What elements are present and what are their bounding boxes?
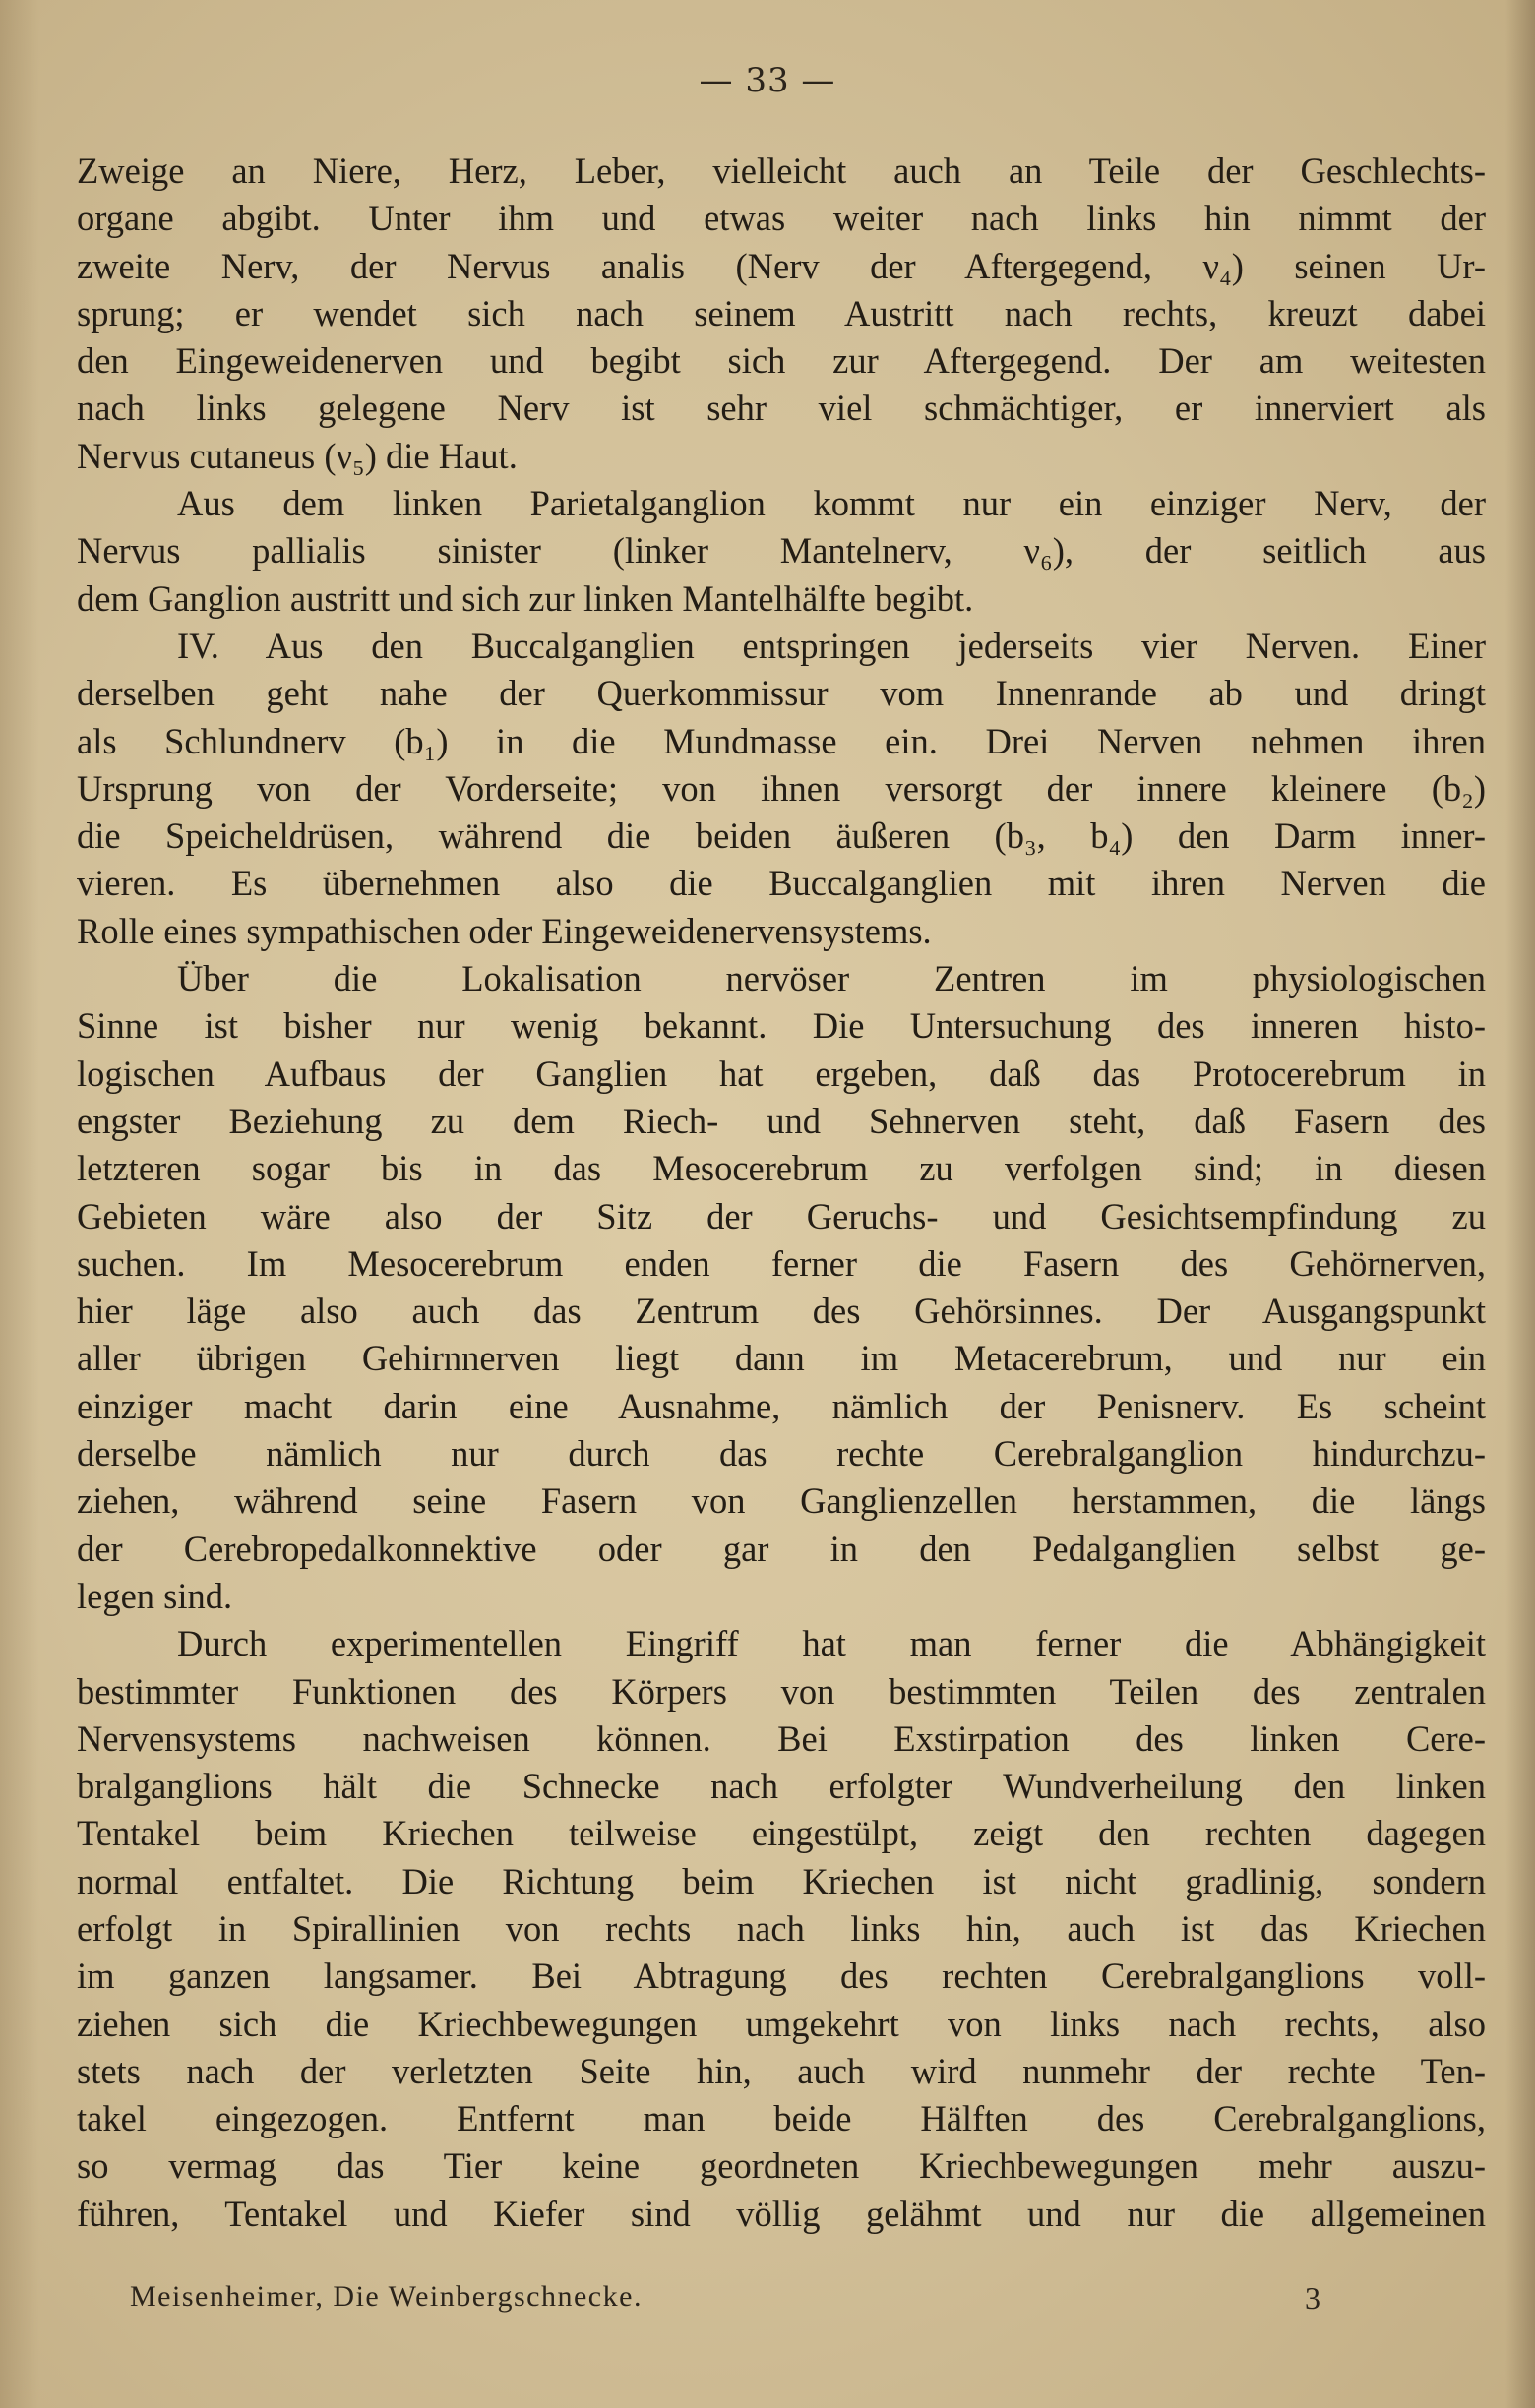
text-line: Tentakel beim Kriechen teilweise eingestülpt, zeigt den rechten dagegen [77, 1813, 1486, 1854]
text-line: logischen Aufbaus der Ganglien hat ergeben, daß das Protocerebrum in [77, 1053, 1486, 1094]
paragraph [77, 955, 1486, 1620]
text-line: hier läge also auch das Zentrum des Gehörsinnes. Der Ausgangspunkt [77, 1291, 1486, 1332]
text-line: bestimmter Funktionen des Körpers von bestimmten Teilen des zentralen [77, 1670, 1486, 1712]
text-line: Über die Lokalisation nervöser Zentren im physiologischen [177, 958, 1486, 999]
text-line: organe abgibt. Unter ihm und etwas weiter nach links hin nimmt der [77, 198, 1486, 239]
text-line: Nervus cutaneus (ν₅) die Haut. [77, 435, 518, 476]
text-line: ziehen, während seine Fasern von Ganglienzellen herstammen, die längs [77, 1480, 1486, 1522]
text-line: Rolle eines sympathischen oder Eingeweidenervensystems. [77, 910, 932, 951]
text-line: führen, Tentakel und Kiefer sind völlig gelähmt und nur die allgemeinen [77, 2193, 1486, 2234]
text-line: letzteren sogar bis in das Mesocerebrum zu verfolgen sind; in diesen [77, 1148, 1486, 1189]
text-line: derselben geht nahe der Querkommissur vom Innenrande ab und dringt [77, 673, 1486, 714]
text-line: so vermag das Tier keine geordneten Kriechbewegungen mehr auszu- [77, 2145, 1486, 2187]
page-number: — 33 — [699, 61, 836, 100]
paragraph [77, 623, 1486, 955]
signature-mark: 3 [1305, 2280, 1320, 2316]
text-line: takel eingezogen. Entfernt man beide Hälften des Cerebralganglions, [77, 2098, 1486, 2139]
text-line: den Eingeweidenerven und begibt sich zur Aftergegend. Der am weitesten [77, 340, 1486, 382]
text-line: Nervus pallialis sinister (linker Mantelnerv, ν₆), der seitlich aus [77, 530, 1486, 572]
text-line: normal entfaltet. Die Richtung beim Kriechen ist nicht gradlinig, sondern [77, 1860, 1486, 1901]
text-line: Gebieten wäre also der Sitz der Geruchs- und Gesichtsempfindung zu [77, 1195, 1486, 1236]
text-line: als Schlundnerv (b₁) in die Mundmasse ein. Drei Nerven nehmen ihren [77, 720, 1486, 761]
text-line: nach links gelegene Nerv ist sehr viel schmächtiger, er innerviert als [77, 388, 1486, 429]
text-line: legen sind. [77, 1575, 233, 1616]
text-line: engster Beziehung zu dem Riech- und Sehnerven steht, daß Fasern des [77, 1100, 1486, 1141]
text-line: dem Ganglion austritt und sich zur linken Mantelhälfte begibt. [77, 577, 974, 619]
text-line: Nervensystems nachweisen können. Bei Exstirpation des linken Cere- [77, 1717, 1486, 1759]
text-line: der Cerebropedalkonnektive oder gar in den Pedalganglien selbst ge- [77, 1528, 1486, 1569]
text-line: Aus dem linken Parietalganglion kommt nur ein einziger Nerv, der [177, 483, 1486, 524]
text-line: sprung; er wendet sich nach seinem Austritt nach rechts, kreuzt dabei [77, 292, 1486, 333]
text-line: aller übrigen Gehirnnerven liegt dann im Metacerebrum, und nur ein [77, 1338, 1486, 1379]
text-line: Durch experimentellen Eingriff hat man ferner die Abhängigkeit [177, 1623, 1486, 1664]
paragraph [77, 480, 1486, 623]
text-line: stets nach der verletzten Seite hin, auch wird nunmehr der rechte Ten- [77, 2050, 1486, 2091]
text-line: derselbe nämlich nur durch das rechte Cerebralganglion hindurchzu- [77, 1433, 1486, 1475]
text-line: zweite Nerv, der Nervus analis (Nerv der Aftergegend, ν₄) seinen Ur- [77, 245, 1486, 286]
body-text [77, 148, 1486, 2238]
text-line: bralganglions hält die Schnecke nach erfolgter Wundverheilung den linken [77, 1766, 1486, 1807]
running-title: Meisenheimer, Die Weinbergschnecke. [130, 2280, 643, 2313]
text-line: suchen. Im Mesocerebrum enden ferner die Fasern des Gehörnerven, [77, 1242, 1486, 1284]
text-line: IV. Aus den Buccalganglien entspringen jederseits vier Nerven. Einer [177, 625, 1486, 666]
text-line: einziger macht darin eine Ausnahme, nämlich der Penisnerv. Es scheint [77, 1385, 1486, 1426]
paragraph [77, 148, 1486, 480]
text-line: Ursprung von der Vorderseite; von ihnen versorgt der innere kleinere (b₂) [77, 767, 1486, 809]
text-line: Sinne ist bisher nur wenig bekannt. Die Untersuchung des inneren histo- [77, 1005, 1486, 1047]
text-line: Zweige an Niere, Herz, Leber, vielleicht auch an Teile der Geschlechts- [77, 150, 1486, 191]
text-line: ziehen sich die Kriechbewegungen umgekehrt von links nach rechts, also [77, 2003, 1486, 2044]
paragraph [77, 1620, 1486, 2238]
text-line: erfolgt in Spirallinien von rechts nach links hin, auch ist das Kriechen [77, 1907, 1486, 1949]
text-line: die Speicheldrüsen, während die beiden äußeren (b₃, b₄) den Darm inner- [77, 815, 1486, 857]
text-line: vieren. Es übernehmen also die Buccalganglien mit ihren Nerven die [77, 863, 1486, 904]
text-line: im ganzen langsamer. Bei Abtragung des rechten Cerebralganglions voll- [77, 1956, 1486, 1997]
